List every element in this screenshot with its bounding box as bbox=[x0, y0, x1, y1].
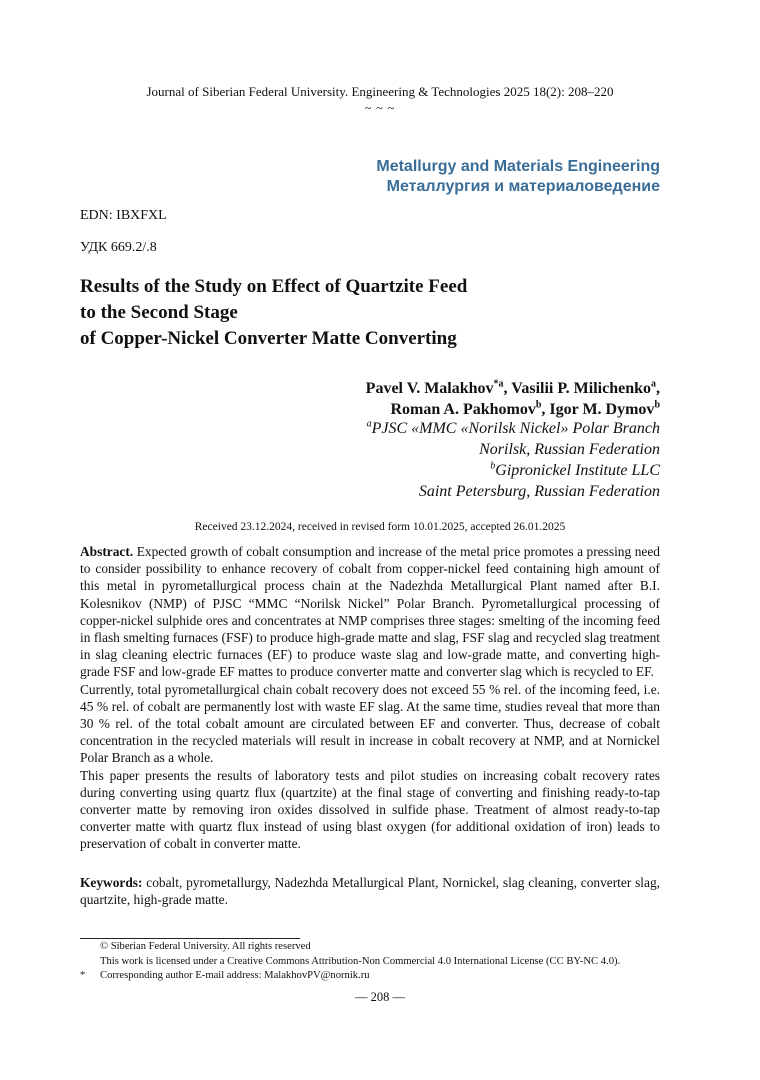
affiliation-org: $^a$PJSC «MMC «Norilsk Nickel» Polar Branch bbox=[366, 418, 660, 437]
affiliation-org: $^b$Gipronickel Institute LLC bbox=[490, 460, 660, 479]
page-number: ― 208 ― bbox=[355, 990, 405, 1004]
keywords-text: cobalt, pyrometallurgy, Nadezhda Metallurgical Plant, Nornickel, slag cleaning, converter slag, quartzite, high-grade matte. bbox=[80, 875, 660, 908]
footnote-star: * bbox=[80, 970, 86, 981]
journal-citation: Journal of Siberian Federal University. Engineering & Technologies 2025 18(2): 208–220 bbox=[146, 84, 614, 99]
license-notice: This work is licensed under a Creative Commons Attribution-Non Commercial 4.0 International License (CC BY-NC 4.0). bbox=[100, 955, 621, 967]
author-list: Pavel V. Malakhov$^{*a}$, Vasilii P. Milichenko$^a$, Roman A. Pakhomov$^b$, Igor M. Dymov$^b$ bbox=[365, 378, 660, 418]
affiliation-city: Saint Petersburg, Russian Federation bbox=[418, 483, 660, 500]
keywords bbox=[80, 874, 660, 908]
edn-code: EDN: IBXFXL bbox=[80, 208, 167, 223]
author-affiliation-mark: b bbox=[654, 399, 660, 411]
paper-title bbox=[80, 274, 680, 352]
header-separator: ~ ~ ~ bbox=[364, 101, 396, 115]
udk-code: УДК 669.2/.8 bbox=[80, 240, 157, 255]
author-name: Roman A. Pakhomov bbox=[390, 401, 536, 418]
corresponding-author-email: Corresponding author E-mail address: MalakhovPV@nornik.ru bbox=[100, 970, 370, 981]
abstract-paragraph: Abstract. Expected growth of cobalt consumption and increase of the metal price promotes a pressing need to consider possibility to enhance recovery of cobalt from copper-nickel feed containing high amount of this metal in pyrometallurgical process chain at the Nadezhda Metallurgical Plant named after B.I. Kolesnikov (NMP) of PJSC “MMC “Norilsk Nickel” Polar Branch. Pyrometallurgical processing of copper-nickel sulphide ores and concentrates at NMP comprises three stages: smelting of the incoming feed in flash smelting furnaces (FSF) to produce high-grade matte and slag, FSF slag and recycled slag treatment in slag cleaning electric furnaces (EF) to produce waste slag and low-grade matte, and converting high-grade FSF and low-grade EF mattes to produce converter matte and converter slag which is recycled to EF. bbox=[80, 544, 660, 680]
author-name: Pavel V. Malakhov bbox=[365, 380, 494, 397]
keywords-label: Keywords: bbox=[80, 875, 143, 890]
title-line: of Copper-Nickel Converter Matte Converting bbox=[80, 328, 457, 349]
corresponding-author-note bbox=[80, 969, 680, 984]
footnotes bbox=[80, 940, 680, 984]
section-title-ru: Металлургия и материаловедение bbox=[386, 178, 660, 195]
copyright-notice: © Siberian Federal University. All rights reserved bbox=[100, 941, 311, 952]
author-affiliation-mark: *a bbox=[493, 378, 504, 390]
footnote-divider bbox=[80, 938, 300, 939]
author-name: Vasilii P. Milichenko bbox=[511, 380, 651, 397]
section-heading bbox=[376, 157, 660, 197]
received-dates: Received 23.12.2024, received in revised form 10.01.2025, accepted 26.01.2025 bbox=[194, 521, 566, 533]
abstract-label: Abstract. bbox=[80, 544, 134, 559]
abstract-paragraph: This paper presents the results of laboratory tests and pilot studies on increasing cobalt recovery rates during converting using quartz flux (quartzite) at the final stage of converting and finishing ready-to-tap converter matte by removing iron oxides dissolved in sulfide phase. Treatment of almost ready-to-tap converter matte with quartz flux instead of using blast oxygen (for additional oxidation of iron) leads to preservation of cobalt in converter matte. bbox=[80, 767, 660, 852]
title-line: Results of the Study on Effect of Quartzite Feed bbox=[80, 276, 468, 297]
author-affiliation-mark: b bbox=[535, 399, 542, 411]
abstract-paragraph: Currently, total pyrometallurgical chain cobalt recovery does not exceed 55 % rel. of the incoming feed, i.e. 45 % rel. of cobalt are permanently lost with waste EF slag. At the same time, studies reveal that more than 30 % rel. of the total cobalt amount are circulated between EF and converter. Thus, decrease of cobalt concentration in the recycled materials will result in increase in cobalt recovery at NMP, and at Nornickel Polar Branch as a whole. bbox=[80, 681, 660, 766]
author-name: Igor M. Dymov bbox=[549, 401, 655, 418]
author-affiliation-mark: a bbox=[651, 378, 656, 390]
section-title-en: Metallurgy and Materials Engineering bbox=[376, 158, 660, 175]
title-line: to the Second Stage bbox=[80, 302, 238, 323]
affiliation-city: Norilsk, Russian Federation bbox=[479, 441, 660, 458]
abstract bbox=[80, 543, 660, 853]
affiliation-list bbox=[367, 418, 660, 502]
